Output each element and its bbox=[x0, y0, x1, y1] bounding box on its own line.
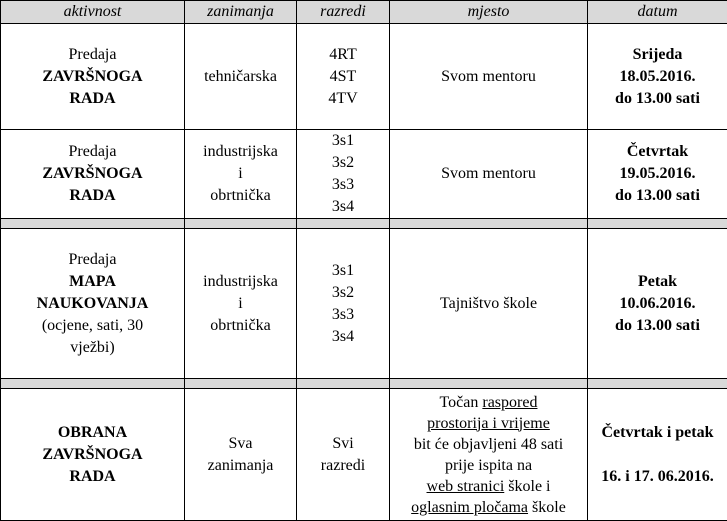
zanimanja-cell bbox=[185, 389, 297, 521]
separator-cell bbox=[588, 379, 727, 389]
datum-cell bbox=[588, 389, 727, 521]
mjesto-text: škole i bbox=[504, 478, 550, 495]
mjesto-line bbox=[391, 392, 586, 413]
zanimanja-line: i bbox=[188, 163, 293, 185]
datum-time: do 13.00 sati bbox=[591, 88, 724, 110]
oglasne-ploce-text: oglasnim pločama bbox=[411, 499, 528, 516]
aktivnost-cell bbox=[1, 389, 185, 521]
aktivnost-cell bbox=[1, 24, 185, 130]
razred-item: 3s2 bbox=[300, 152, 386, 174]
datum-time: do 13.00 sati bbox=[591, 315, 724, 337]
datum-day: Četvrtak i petak bbox=[589, 422, 726, 444]
zanimanja-line: industrijska bbox=[188, 141, 293, 163]
datum-cell bbox=[588, 229, 727, 379]
datum-spacer bbox=[589, 444, 726, 466]
aktivnost-line: RADA bbox=[4, 466, 181, 488]
mjesto-line bbox=[391, 497, 586, 518]
mjesto-text: škole bbox=[528, 499, 566, 516]
aktivnost-cell bbox=[1, 229, 185, 379]
separator-row bbox=[1, 379, 727, 389]
razred-item: 4RT bbox=[300, 44, 386, 66]
datum-day: Srijeda bbox=[591, 44, 724, 66]
separator-cell bbox=[185, 219, 297, 229]
datum-cell bbox=[588, 130, 727, 219]
datum-date: 16. i 17. 06.2016. bbox=[589, 466, 726, 488]
aktivnost-line: ZAVRŠNOGA bbox=[4, 163, 181, 185]
mjesto-cell bbox=[390, 389, 588, 521]
raspored-text: raspored bbox=[482, 394, 537, 411]
separator-cell bbox=[390, 379, 588, 389]
mjesto-line: bit će objavljeni 48 sati bbox=[391, 434, 586, 455]
razred-item: 3s4 bbox=[300, 326, 386, 348]
separator-cell bbox=[297, 379, 390, 389]
zanimanja-line: industrijska bbox=[188, 271, 293, 293]
aktivnost-line: RADA bbox=[4, 185, 181, 207]
zanimanja-line: i bbox=[188, 293, 293, 315]
datum-day: Četvrtak bbox=[591, 141, 724, 163]
separator-cell bbox=[185, 379, 297, 389]
razred-item: 3s3 bbox=[300, 304, 386, 326]
aktivnost-line: Predaja bbox=[4, 249, 181, 271]
zanimanja-line: tehničarska bbox=[188, 66, 293, 88]
zanimanja-line: obrtnička bbox=[188, 185, 293, 207]
zanimanja-line: zanimanja bbox=[188, 455, 293, 477]
mjesto-line bbox=[391, 476, 586, 497]
zanimanja-cell bbox=[185, 130, 297, 219]
aktivnost-line: NAUKOVANJA bbox=[4, 293, 181, 315]
separator-cell bbox=[390, 219, 588, 229]
aktivnost-line: ZAVRŠNOGA bbox=[4, 66, 181, 88]
mjesto-cell bbox=[390, 130, 588, 219]
aktivnost-line: Predaja bbox=[4, 141, 181, 163]
header-row bbox=[1, 1, 727, 24]
razred-item: razredi bbox=[300, 455, 386, 477]
datum-cell bbox=[588, 24, 727, 130]
mjesto-line: prije ispita na bbox=[391, 455, 586, 476]
header-aktivnost: aktivnost bbox=[1, 1, 185, 24]
mjesto-cell bbox=[390, 229, 588, 379]
datum-time: do 13.00 sati bbox=[591, 185, 724, 207]
aktivnost-line: MAPA bbox=[4, 271, 181, 293]
razredi-cell bbox=[297, 24, 390, 130]
mjesto-line: Svom mentoru bbox=[393, 66, 584, 88]
datum-date: 10.06.2016. bbox=[591, 293, 724, 315]
table-row bbox=[1, 229, 727, 379]
aktivnost-line: Predaja bbox=[4, 44, 181, 66]
datum-day: Petak bbox=[591, 271, 724, 293]
razred-item: 3s4 bbox=[300, 196, 386, 218]
mjesto-cell bbox=[390, 24, 588, 130]
aktivnost-line: ZAVRŠNOGA bbox=[4, 444, 181, 466]
mjesto-text: Točan bbox=[440, 394, 483, 411]
table-row bbox=[1, 130, 727, 219]
mjesto-line: Tajništvo škole bbox=[393, 293, 584, 315]
header-zanimanja: zanimanja bbox=[185, 1, 297, 24]
table-row bbox=[1, 24, 727, 130]
razred-item: 3s3 bbox=[300, 174, 386, 196]
zanimanja-line: Sva bbox=[188, 433, 293, 455]
separator-cell bbox=[1, 219, 185, 229]
zanimanja-cell bbox=[185, 229, 297, 379]
separator-row bbox=[1, 219, 727, 229]
razredi-cell bbox=[297, 389, 390, 521]
razred-item: 3s2 bbox=[300, 282, 386, 304]
razred-item: 4ST bbox=[300, 66, 386, 88]
aktivnost-line: (ocjene, sati, 30 bbox=[4, 315, 181, 337]
header-datum: datum bbox=[588, 1, 727, 24]
separator-cell bbox=[588, 219, 727, 229]
aktivnost-cell bbox=[1, 130, 185, 219]
datum-date: 18.05.2016. bbox=[591, 66, 724, 88]
header-mjesto: mjesto bbox=[390, 1, 588, 24]
zanimanja-cell bbox=[185, 24, 297, 130]
aktivnost-line: vježbi) bbox=[4, 337, 181, 359]
razred-item: 3s1 bbox=[300, 130, 386, 152]
razredi-cell bbox=[297, 130, 390, 219]
razredi-cell bbox=[297, 229, 390, 379]
datum-date: 19.05.2016. bbox=[591, 163, 724, 185]
separator-cell bbox=[1, 379, 185, 389]
razred-item: Svi bbox=[300, 433, 386, 455]
web-stranica-text: web stranici bbox=[427, 478, 505, 495]
header-razredi: razredi bbox=[297, 1, 390, 24]
separator-cell bbox=[297, 219, 390, 229]
razred-item: 4TV bbox=[300, 88, 386, 110]
zanimanja-line: obrtnička bbox=[188, 315, 293, 337]
table-row bbox=[1, 389, 727, 521]
aktivnost-line: OBRANA bbox=[4, 422, 181, 444]
prostorija-vrijeme-text: prostorija i vrijeme bbox=[391, 413, 586, 434]
mjesto-line: Svom mentoru bbox=[393, 163, 584, 185]
razred-item: 3s1 bbox=[300, 260, 386, 282]
aktivnost-line: RADA bbox=[4, 88, 181, 110]
